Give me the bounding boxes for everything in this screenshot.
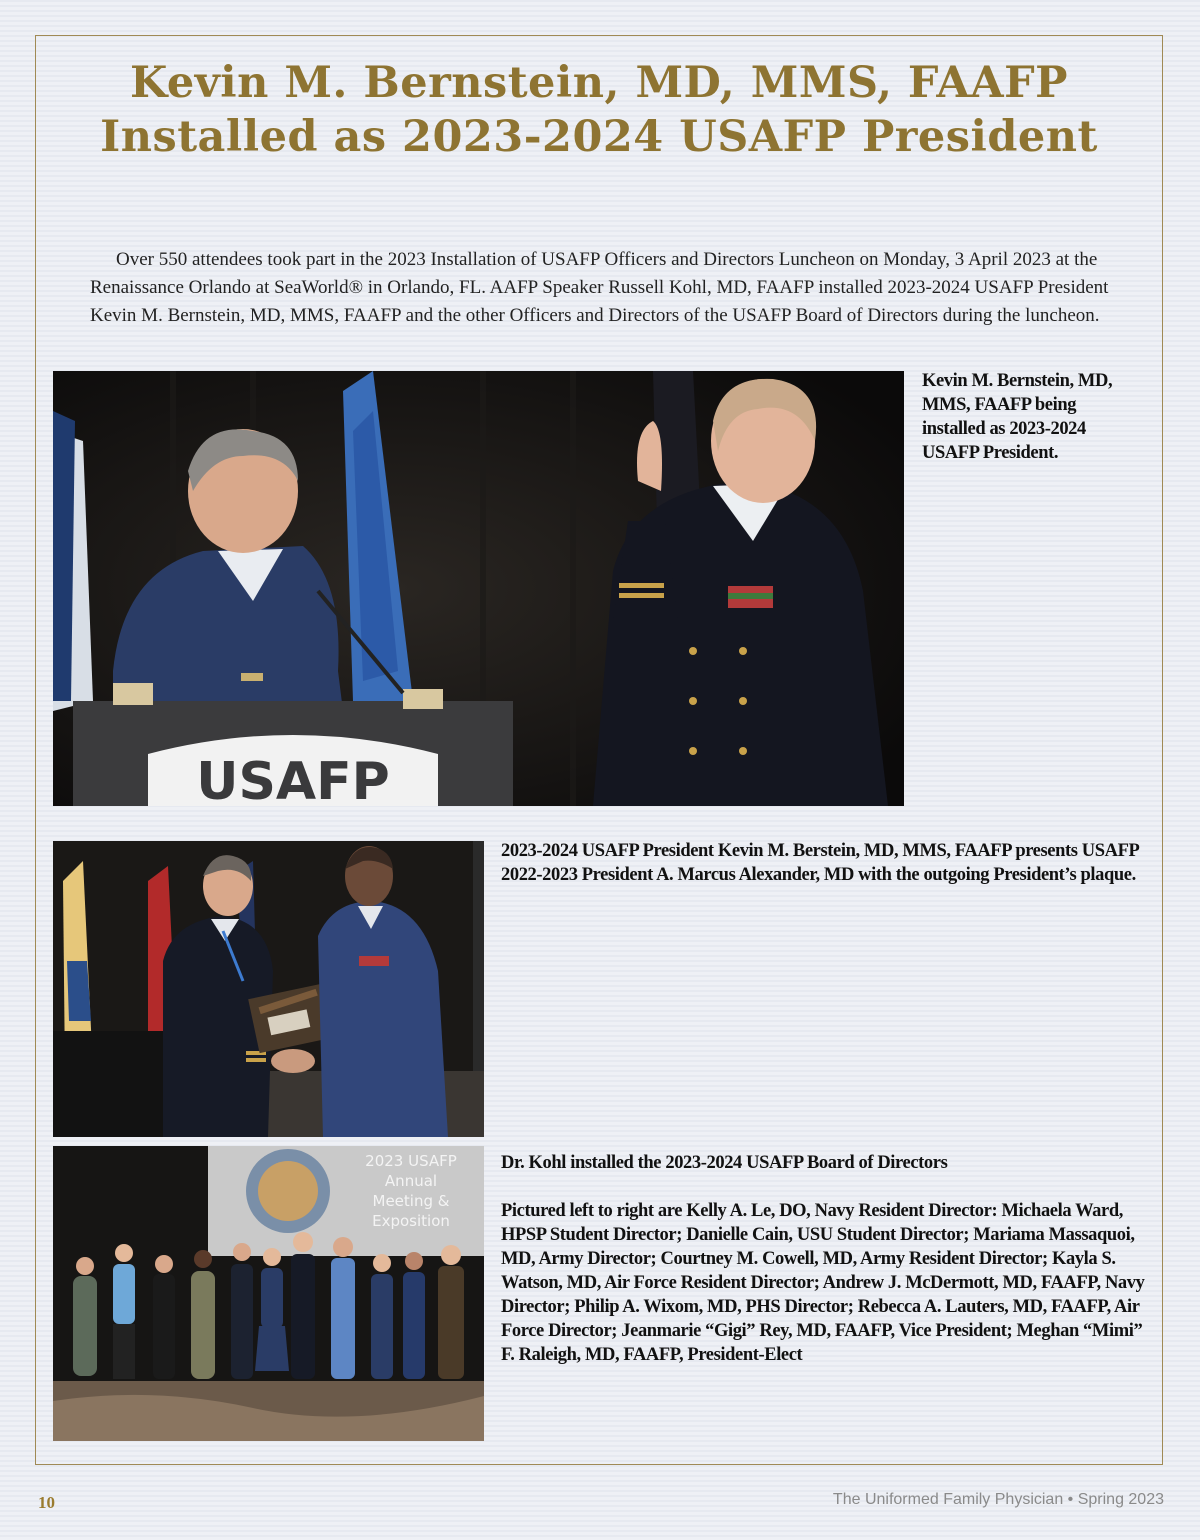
- screen-text-line-1: 2023 USAFP: [365, 1152, 457, 1170]
- screen-text-line-2: Annual: [384, 1172, 438, 1190]
- page-number: 10: [38, 1493, 55, 1512]
- swearing-in-photo: [53, 371, 904, 806]
- podium-logo-text: USAFP: [196, 752, 390, 806]
- plaque-presentation-photo: [53, 841, 484, 1137]
- caption-photo-1: [922, 369, 1142, 465]
- publication-footer: The Uniformed Family Physician • Spring 2023: [832, 1491, 1164, 1508]
- caption-photo-3: [501, 1151, 1151, 1367]
- intro-text: Over 550 attendees took part in the 2023 Installation of USAFP Officers and Directors Luncheon on Monday, 3 April 2023 at the Renaissance Orlando at SeaWorld® in Orlando, FL. AAFP Speaker Russell Kohl, MD, FAAFP installed 2023-2024 USAFP President Kevin M. Bernstein, MD, MMS, FAAFP and the other Officers and Directors of the USAFP Board of Directors during the luncheon.: [90, 249, 1109, 326]
- caption-photo-3-heading: Dr. Kohl installed the 2023-2024 USAFP Board of Directors: [501, 1153, 948, 1173]
- caption-photo-1-text: Kevin M. Bernstein, MD, MMS, FAAFP being installed as 2023-2024 USAFP President.: [922, 371, 1113, 463]
- screen-text-line-3: Meeting &: [372, 1192, 450, 1210]
- title-line-1: Kevin M. Bernstein, MD, MMS, FAAFP: [129, 58, 1068, 108]
- caption-photo-2-text: 2023-2024 USAFP President Kevin M. Berstein, MD, MMS, FAAFP presents USAFP 2022-2023 President A. Marcus Alexander, MD with the outgoing President’s plaque.: [501, 841, 1139, 885]
- board-of-directors-photo: [53, 1146, 484, 1441]
- article-title: [35, 56, 1163, 164]
- caption-photo-3-body: Pictured left to right are Kelly A. Le, DO, Navy Resident Director: Michaela Ward, HPSP Student Director; Danielle Cain, USU Student Director; Mariama Massaquoi, MD, Army Director; Courtney M. Cowell, MD, Army Resident Director; Kayla S. Watson, MD, Air Force Resident Director; Andrew J. McDermott, MD, FAAFP, Navy Director; Philip A. Wixom, MD, PHS Director; Rebecca A. Lauters, MD, FAAFP, Air Force Director; Jeanmarie “Gigi” Rey, MD, FAAFP, Vice President; Meghan “Mimi” F. Raleigh, MD, FAAFP, President-Elect: [501, 1201, 1145, 1365]
- caption-photo-2: [501, 839, 1151, 887]
- title-line-2: Installed as 2023-2024 USAFP President: [100, 112, 1098, 162]
- screen-text-line-4: Exposition: [372, 1212, 450, 1230]
- intro-paragraph: [90, 246, 1120, 330]
